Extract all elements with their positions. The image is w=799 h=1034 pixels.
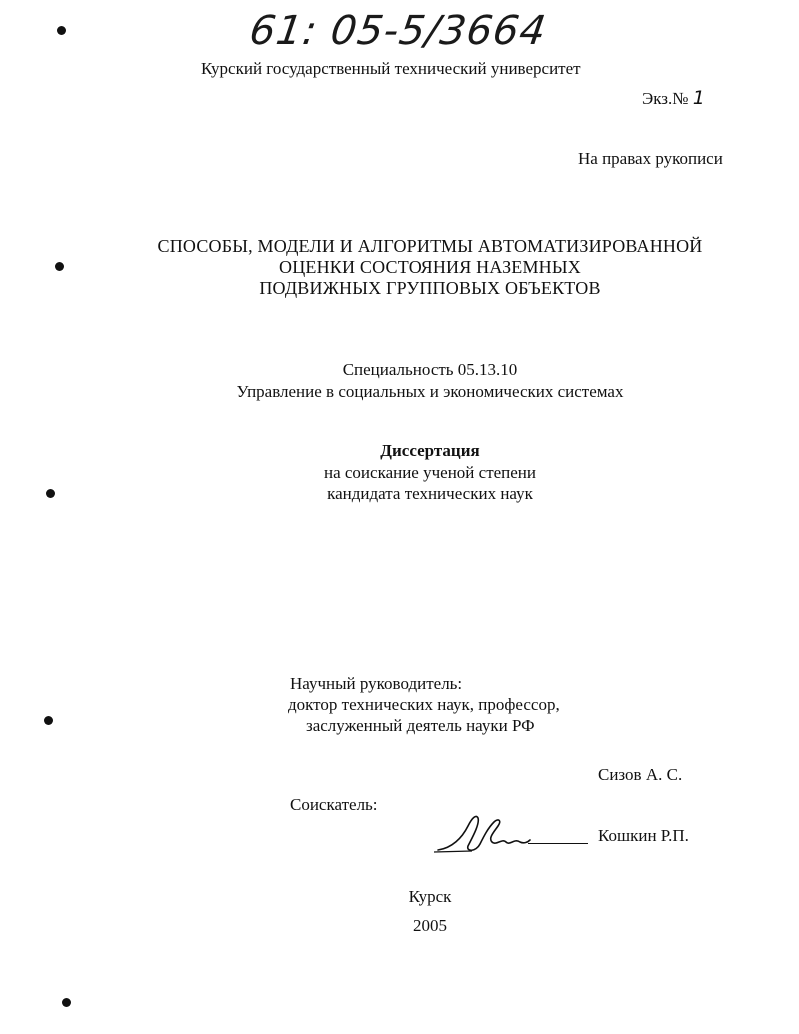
copy-number-label: Экз.№ [642,89,689,108]
title-line: ОЦЕНКИ СОСТОЯНИЯ НАЗЕМНЫХ [279,257,581,277]
applicant-label: Соискатель: [290,795,378,814]
copy-number [642,88,705,109]
binding-hole-dot [62,998,71,1007]
specialty-name: Управление в социальных и экономических системах [236,382,624,401]
handwritten-archive-code: 61: 05-5/3664 [246,8,550,54]
copy-number-value: 1 [692,87,705,109]
binding-hole-dot [46,489,55,498]
applicant-name: Кошкин Р.П. [598,826,689,845]
binding-hole-dot [55,262,64,271]
advisor-honor: заслуженный деятель науки РФ [306,716,535,735]
city: Курск [408,887,452,906]
title-line: ПОДВИЖНЫХ ГРУППОВЫХ ОБЪЕКТОВ [259,278,601,298]
advisor-name: Сизов А. С. [598,765,683,784]
manuscript-rights-note: На правах рукописи [578,149,723,168]
binding-hole-dot [57,26,66,35]
advisor-degree: доктор технических наук, профессор, [288,695,560,714]
applicant-signature-icon [432,808,532,860]
advisor-label: Научный руководитель: [290,674,463,693]
title-line: СПОСОБЫ, МОДЕЛИ И АЛГОРИТМЫ АВТОМАТИЗИРОВАННОЙ [157,236,703,256]
year: 2005 [413,916,447,935]
university-name: Курский государственный технический университет [201,59,581,78]
degree-line-2: кандидата технических наук [327,484,533,503]
signature-line [528,843,588,844]
binding-hole-dot [44,716,53,725]
degree-line-1: на соискание ученой степени [323,463,537,482]
dissertation-title [130,236,730,299]
specialty-code: Специальность 05.13.10 [342,360,518,379]
dissertation-heading: Диссертация [380,441,480,460]
